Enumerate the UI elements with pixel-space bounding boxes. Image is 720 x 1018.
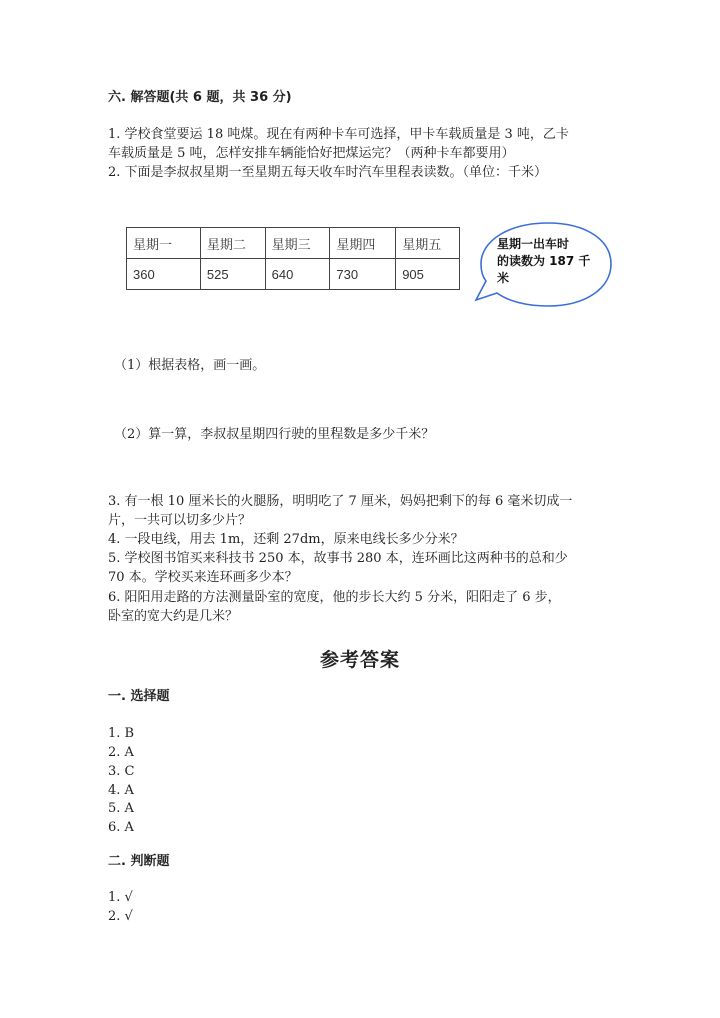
answer-item: 1. B (108, 726, 135, 741)
question-1-line-1: 1. 学校食堂要运 18 吨煤。现在有两种卡车可选择，甲卡车载质量是 3 吨，乙卡 (108, 127, 569, 142)
table-header-cell: 星期五 (396, 228, 460, 259)
table-header-cell: 星期一 (127, 228, 201, 259)
answer-item: 1. √ (108, 890, 133, 905)
judge-section-heading: 二. 判断题 (108, 854, 170, 869)
answer-item: 2. √ (108, 909, 133, 924)
answer-item: 4. A (108, 783, 134, 798)
section-heading: 六. 解答题(共 6 题，共 36 分) (108, 90, 292, 105)
table-header-cell: 星期三 (265, 228, 330, 259)
answer-item: 3. C (108, 764, 135, 779)
answer-item: 2. A (108, 745, 134, 760)
question-5-line-1: 5. 学校图书馆买来科技书 250 本，故事书 280 本，连环画比这两种书的总和少 (108, 551, 568, 566)
odometer-table (126, 227, 460, 290)
speech-bubble-line: 米 (497, 271, 510, 285)
question-3-line-1: 3. 有一根 10 厘米长的火腿肠，明明吃了 7 厘米，妈妈把剩下的每 6 毫米切成一 (108, 494, 573, 509)
speech-bubble-text (497, 236, 590, 287)
table-header-cell: 星期二 (200, 228, 265, 259)
question-6-line-2: 卧室的宽大约是几米？ (108, 609, 239, 624)
question-6-line-1: 6. 阳阳用走路的方法测量卧室的宽度，他的步长大约 5 分米，阳阳走了 6 步， (108, 590, 561, 605)
question-2-sub-1: （1）根据表格，画一画。 (114, 358, 266, 373)
question-2-sub-2: （2）算一算，李叔叔星期四行驶的里程数是多少千米？ (114, 427, 435, 442)
table-header-cell: 星期四 (330, 228, 396, 259)
speech-bubble-line: 星期一出车时 (497, 237, 570, 251)
table-cell: 640 (265, 259, 330, 290)
answer-item: 6. A (108, 820, 134, 835)
table-cell: 730 (330, 259, 396, 290)
question-1-line-2: 车载质量是 5 吨，怎样安排车辆能恰好把煤运完？（两种卡车都要用） (108, 146, 515, 161)
table-cell: 905 (396, 259, 460, 290)
table-row (127, 259, 460, 290)
question-5-line-2: 70 本。学校买来连环画多少本？ (108, 570, 298, 585)
table-cell: 525 (200, 259, 265, 290)
answer-item: 5. A (108, 801, 134, 816)
question-4: 4. 一段电线，用去 1m，还剩 27dm，原来电线长多少分米？ (108, 532, 464, 547)
question-2-line-1: 2. 下面是李叔叔星期一至星期五每天收车时汽车里程表读数。（单位：千米） (108, 165, 548, 180)
question-3-line-2: 片，一共可以切多少片？ (108, 513, 252, 528)
speech-bubble-line: 的读数为 187 千 (497, 254, 591, 268)
table-cell: 360 (127, 259, 201, 290)
answer-key-title: 参考答案 (319, 649, 400, 671)
table-header-row (127, 228, 460, 259)
choice-section-heading: 一. 选择题 (108, 689, 170, 704)
